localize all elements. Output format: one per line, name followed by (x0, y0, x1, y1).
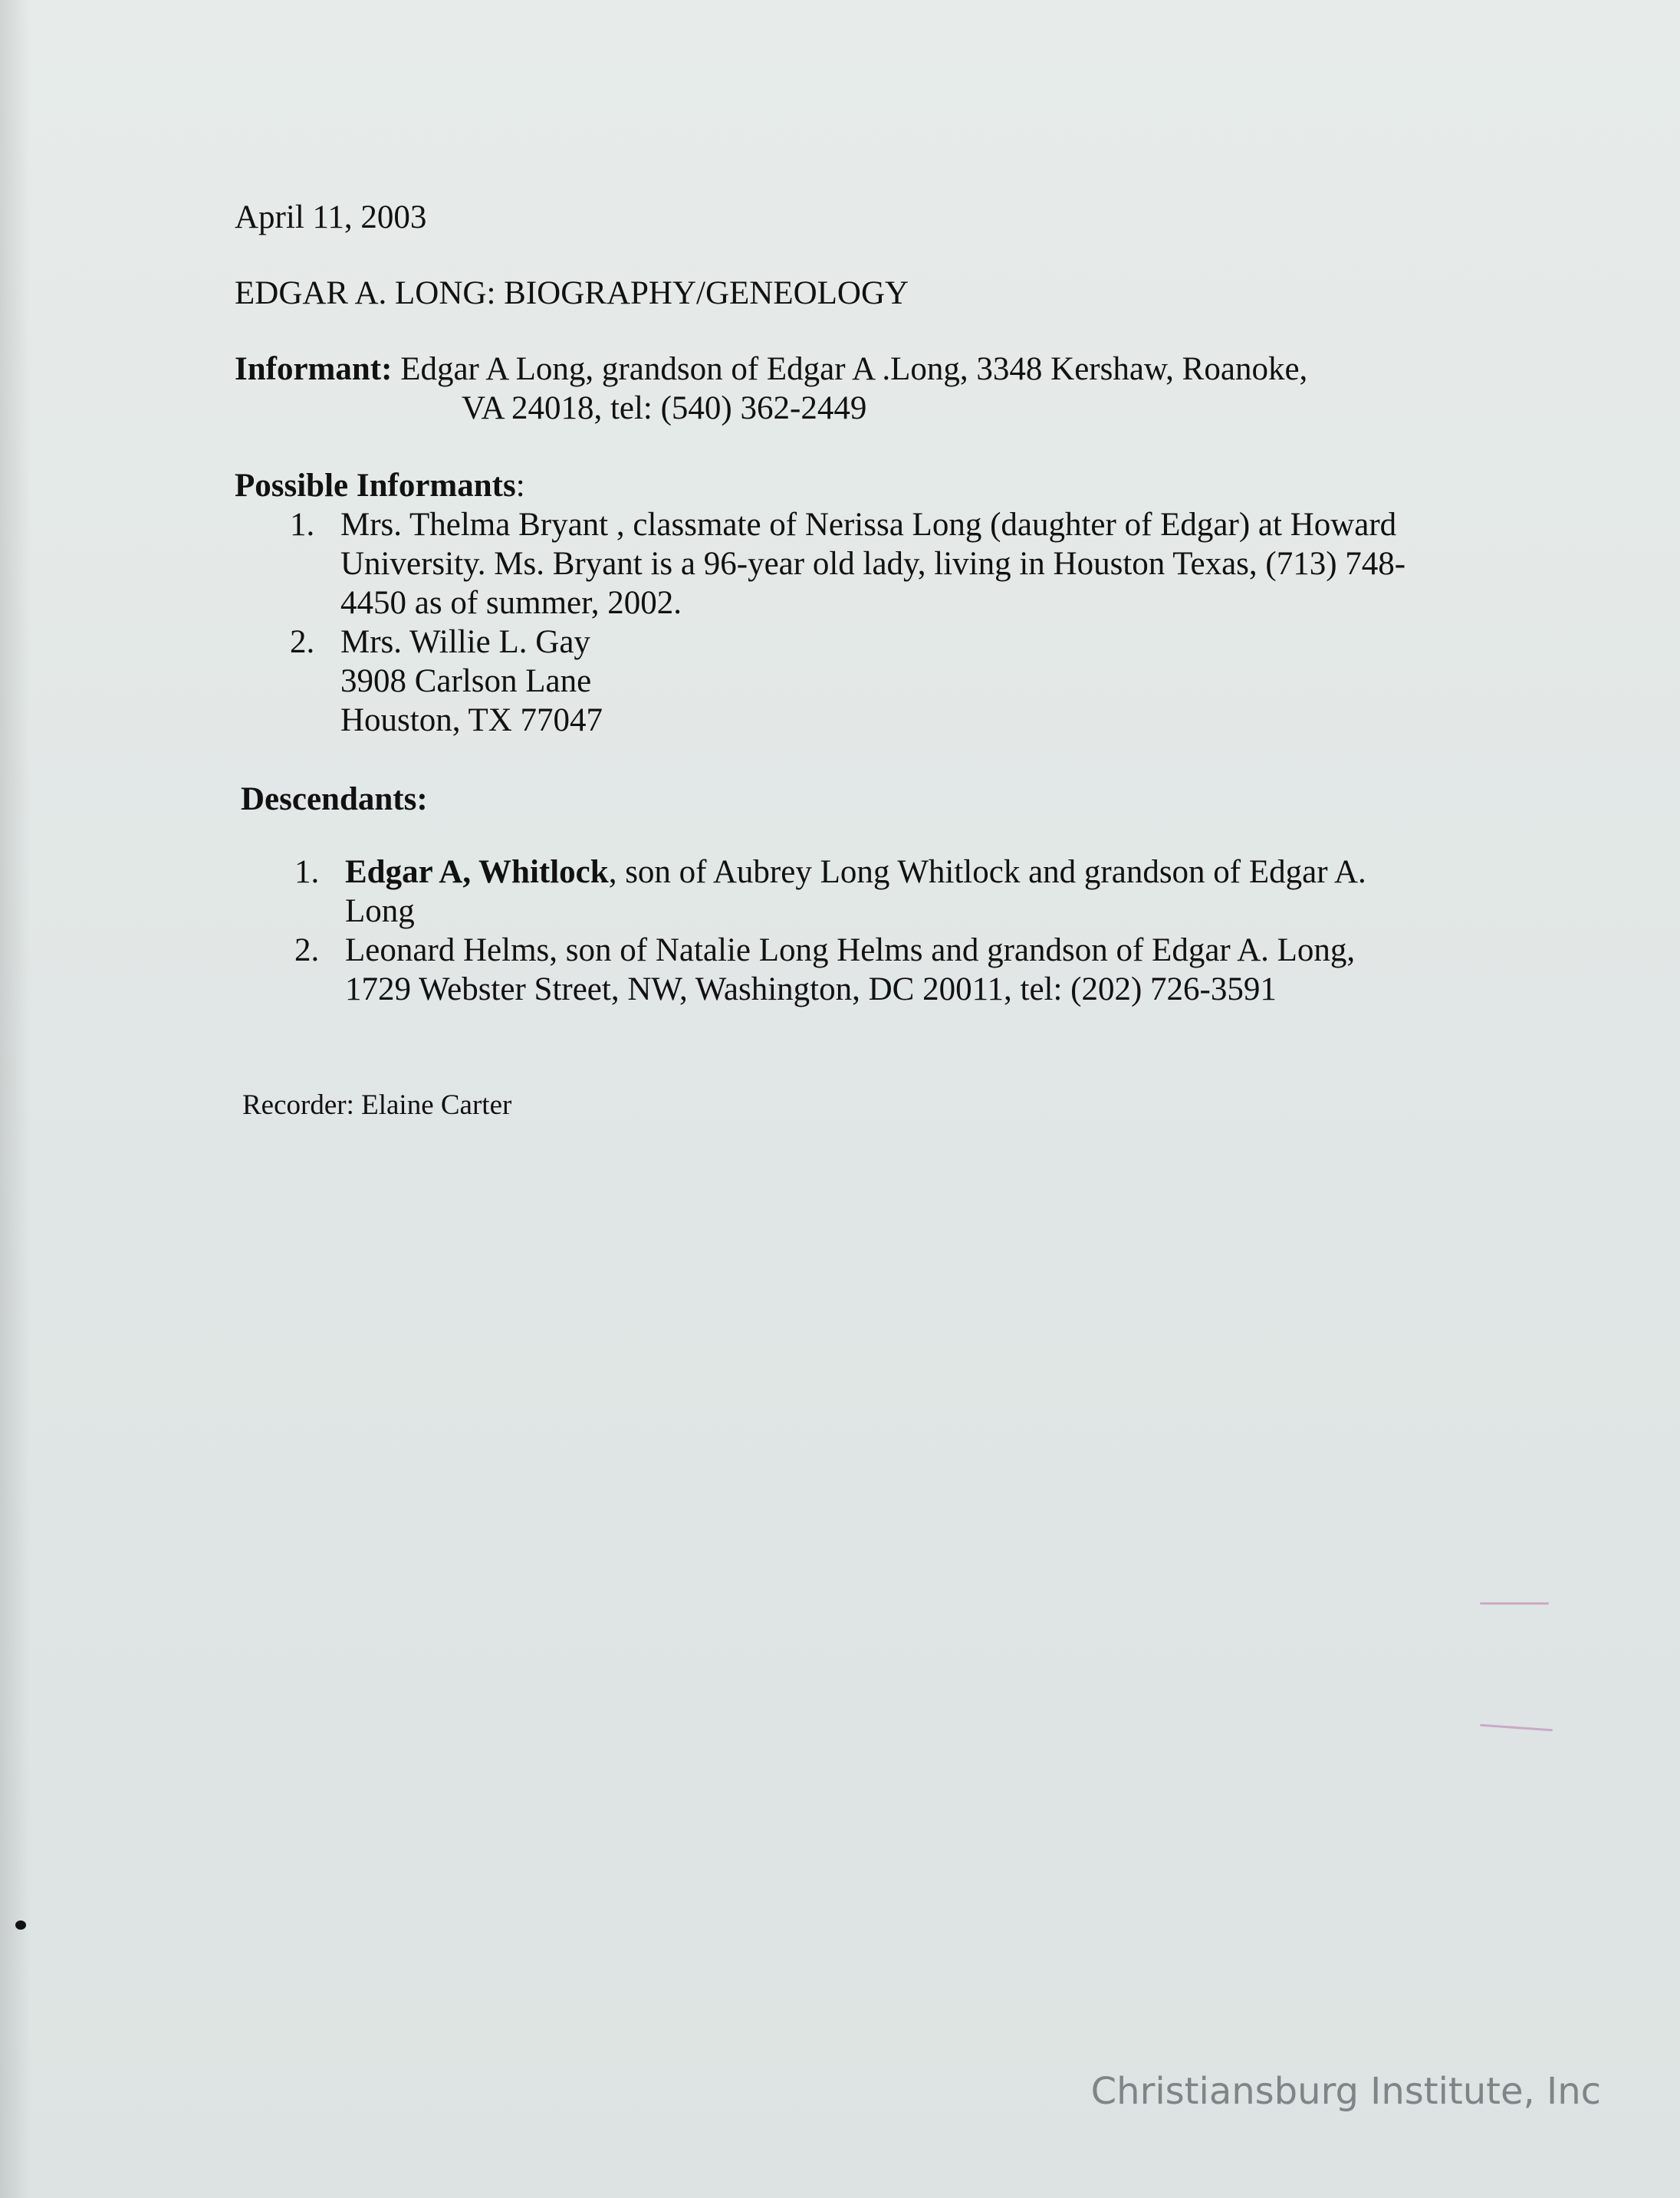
list-item (239, 853, 1461, 931)
ink-speck (15, 1920, 26, 1930)
list-item-line: Leonard Helms, son of Natalie Long Helms and grandson of Edgar A. Long, (345, 932, 1356, 968)
list-number: 2. (290, 624, 315, 660)
list-item-line: Mrs. Willie L. Gay (340, 624, 590, 660)
recorder-line: Recorder: Elaine Carter (242, 1089, 512, 1121)
document-body (235, 198, 1461, 1125)
possible-informants-label: Possible Informants (235, 468, 516, 504)
list-item-line: 1729 Webster Street, NW, Washington, DC 20011, tel: (202) 726-3591 (345, 971, 1277, 1007)
informant-line-1: Edgar A Long, grandson of Edgar A .Long, 3348 Kershaw, Roanoke, (392, 351, 1308, 387)
list-item-line: Houston, TX 77047 (340, 702, 603, 738)
pen-mark (1480, 1602, 1549, 1605)
document-title: EDGAR A. LONG: BIOGRAPHY/GENEOLOGY (235, 275, 909, 311)
list-item-line: Mrs. Thelma Bryant , classmate of Nerissa Long (daughter of Edgar) at Howard (340, 507, 1397, 543)
possible-informants-list (235, 505, 1461, 740)
descendants-label: Descendants: (241, 781, 428, 817)
list-item-line: Long (345, 893, 415, 929)
list-number: 2. (294, 932, 320, 968)
informant-block (235, 350, 1461, 428)
list-item (235, 505, 1461, 623)
descendant-name: Edgar A, Whitlock (345, 854, 609, 890)
page-edge-shadow (0, 0, 31, 2198)
list-item (235, 623, 1461, 740)
descendants-list (235, 853, 1461, 1009)
list-number: 1. (290, 507, 315, 543)
list-number: 1. (294, 854, 320, 890)
list-item-line: 3908 Carlson Lane (340, 663, 592, 699)
document-date: April 11, 2003 (235, 199, 427, 235)
informant-label: Informant: (235, 351, 393, 387)
informant-line-2: VA 24018, tel: (540) 362-2449 (462, 390, 867, 426)
list-item-line: , son of Aubrey Long Whitlock and grandson of Edgar A. (608, 854, 1366, 890)
list-item-line: 4450 as of summer, 2002. (340, 585, 682, 621)
list-item-line: University. Ms. Bryant is a 96-year old lady, living in Houston Texas, (713) 748- (340, 546, 1406, 582)
descendants-heading (235, 780, 1461, 819)
pen-mark (1480, 1724, 1553, 1732)
watermark: Christiansburg Institute, Inc (1090, 2070, 1601, 2113)
possible-informants-colon: : (515, 468, 525, 504)
list-item (239, 931, 1461, 1009)
possible-informants-section (235, 466, 1461, 740)
